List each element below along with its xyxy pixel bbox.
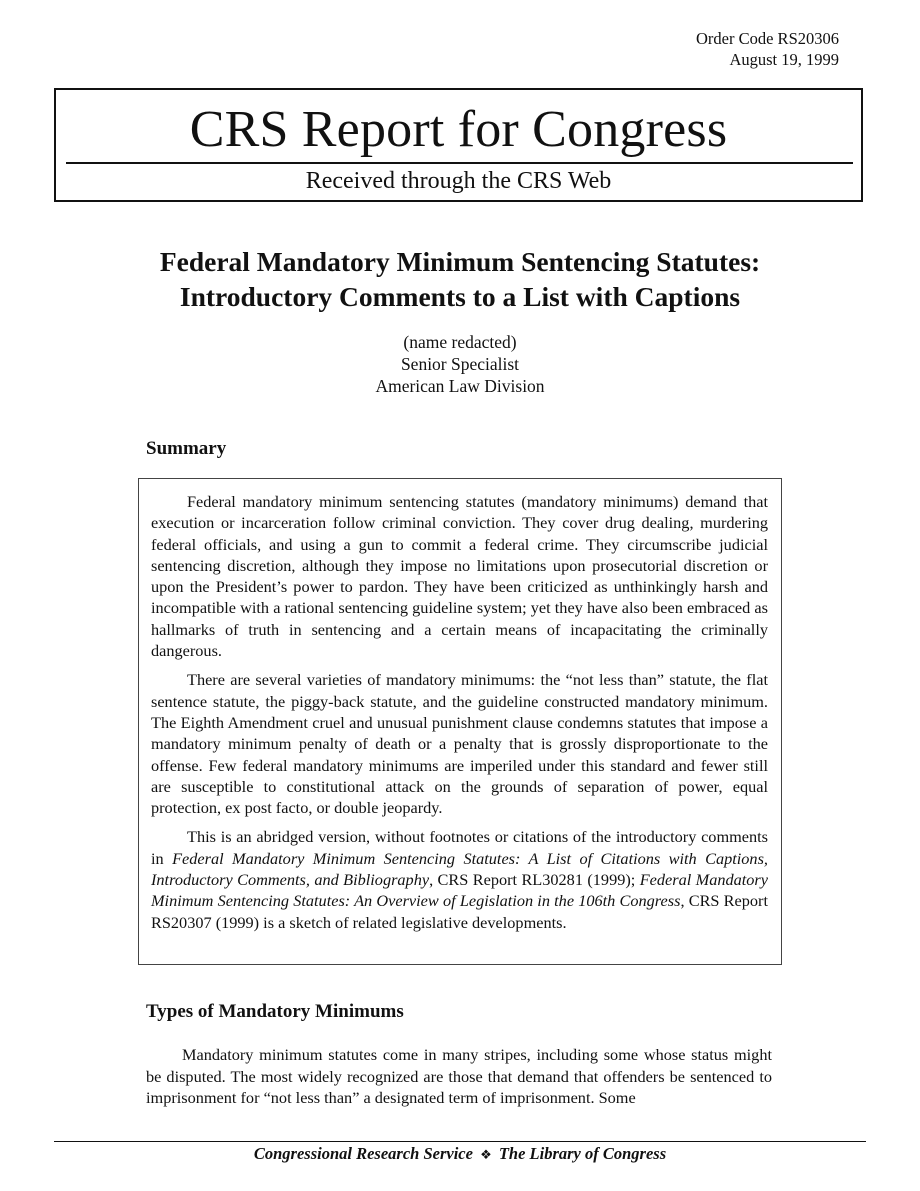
- order-code: Order Code RS20306: [696, 29, 839, 48]
- footer-divider: [54, 1141, 866, 1142]
- summary-paragraph-1: Federal mandatory minimum sentencing statutes (mandatory minimums) demand that execution or incarceration follow criminal conviction. They cover drug dealing, murdering federal officials, and using a gun to commit a federal crime. They circumscribe judicial sentencing discretion, although they impose no limitations upon prosecutorial discretion or upon the President’s power to pardon. They have been criticized as unthinkingly harsh and incompatible with a rational sentencing guideline system; yet they have also been embraced as hallmarks of truth in sentencing and a certain means of incapacitating the criminally dangerous.: [151, 492, 768, 661]
- author-title: Senior Specialist: [400, 354, 520, 374]
- document-title: [60, 244, 860, 314]
- summary-p3-text-a: This is an abridged version, without footnotes or citations of the introductory comments in: [151, 827, 768, 868]
- document-title-line-2: Introductory Comments to a List with Captions: [179, 281, 741, 312]
- banner-divider: [66, 162, 853, 164]
- author-division: American Law Division: [375, 376, 545, 396]
- summary-box: [138, 478, 782, 965]
- section-heading-types: Types of Mandatory Minimums: [146, 1001, 404, 1022]
- citation-rl30281-title: Federal Mandatory Minimum Sentencing Statutes: A List of Citations with Captions, Introductory Comments, and Bibliography: [151, 848, 768, 890]
- summary-p3-text-e: , CRS Report RS20307 (1999) is a sketch of related legislative developments.: [151, 891, 768, 932]
- diamond-separator-icon: ❖: [480, 1148, 492, 1163]
- author-block: [0, 331, 920, 397]
- summary-heading: Summary: [146, 438, 227, 459]
- page-footer: [0, 1144, 920, 1166]
- citation-rs20307-title: Federal Mandatory Minimum Sentencing Statutes: An Overview of Legislation in the 106th Congress: [151, 870, 768, 911]
- report-banner-subtitle: Received through the CRS Web: [305, 168, 612, 194]
- summary-p3-text-c: , CRS Report RL30281 (1999);: [429, 870, 640, 890]
- document-title-line-1: Federal Mandatory Minimum Sentencing Statutes:: [159, 246, 761, 277]
- footer-library: The Library of Congress: [498, 1144, 667, 1163]
- author-name: (name redacted): [403, 332, 517, 352]
- footer-crs: Congressional Research Service: [253, 1144, 473, 1163]
- summary-paragraph-2: There are several varieties of mandatory minimums: the “not less than” statute, the flat sentence statute, the piggy-back statute, and the guideline constructed mandatory minimum. The Eighth Amendment cruel and unusual punishment clause condemns statutes that impose a mandatory minimum penalty of death or a penalty that is grossly disproportionate to the offense. Few federal mandatory minimums are imperiled under this standard and fewer still are susceptible to constitutional attack on the grounds of separation of power, equal protection, ex post facto, or double jeopardy.: [151, 670, 768, 818]
- report-date: August 19, 1999: [729, 50, 839, 69]
- section-body-paragraph: Mandatory minimum statutes come in many stripes, including some whose status might be disputed. The most widely recognized are those that demand that offenders be sentenced to imprisonment for “not less than” a designated term of imprisonment. Some: [146, 1045, 772, 1107]
- summary-paragraph-3: [151, 826, 768, 932]
- order-code-block: [696, 28, 839, 70]
- report-banner: [54, 88, 863, 202]
- report-banner-title: CRS Report for Congress: [189, 101, 728, 158]
